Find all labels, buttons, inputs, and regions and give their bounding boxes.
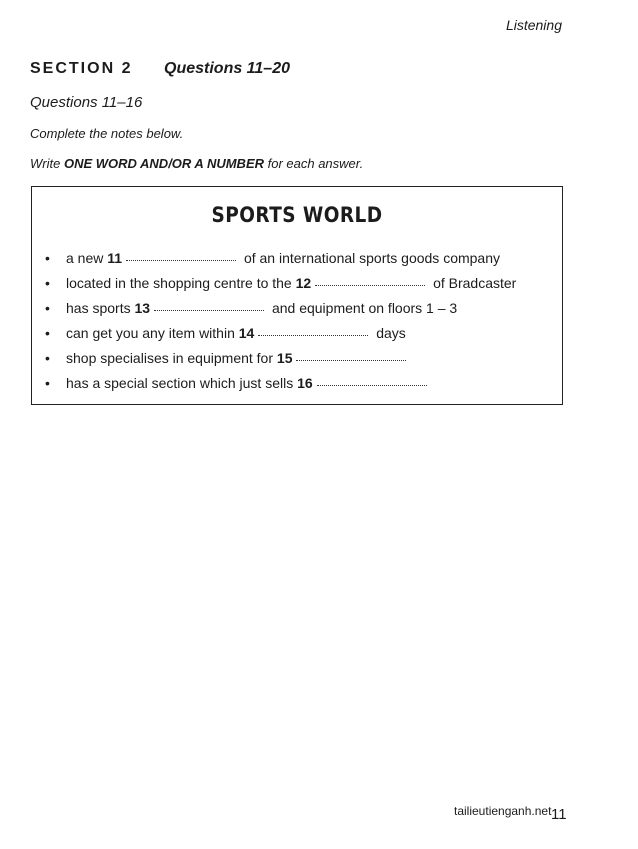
notes-list [32,248,562,398]
instruction-word-limit-bold: ONE WORD AND/OR A NUMBER [63,156,264,171]
note-text-after: of Bradcaster [429,275,517,291]
bullet-icon: • [45,350,50,366]
instruction-word-limit [30,156,363,171]
note-text-before: has a special section which just sells [66,375,298,391]
note-text-before: has sports [66,300,135,316]
bullet-icon: • [45,300,50,316]
bullet-icon: • [45,325,50,341]
footer-url: tailieutienganh.net [454,804,552,818]
note-text-after: and equipment on floors 1 – 3 [268,300,458,316]
question-number: 11 [107,250,123,266]
note-text-before: shop specialises in equipment for [66,350,277,366]
note-text-before: can get you any item within [66,325,239,341]
note-text-after: of an international sports goods company [240,250,500,266]
note-text-before: located in the shopping centre to the [66,275,296,291]
bullet-icon: • [45,375,50,391]
note-text-after: days [372,325,406,341]
answer-gap[interactable] [317,384,427,386]
bullet-icon: • [45,250,50,266]
answer-gap[interactable] [296,359,406,361]
instruction-complete-notes: Complete the notes below. [30,126,184,141]
page-number: 11 [551,806,567,823]
note-item [32,273,562,298]
note-item [32,298,562,323]
note-item [32,373,562,398]
note-text-before: a new [66,250,108,266]
notes-title: SPORTS WORLD [211,203,383,227]
answer-gap[interactable] [126,259,236,261]
question-number: 14 [238,325,255,341]
answer-gap[interactable] [258,334,368,336]
answer-gap[interactable] [154,309,264,311]
question-number: 15 [276,350,293,366]
question-number: 13 [134,300,151,316]
note-item [32,348,562,373]
note-item [32,323,562,348]
running-head: Listening [505,17,562,33]
bullet-icon: • [45,275,50,291]
questions-subheading: Questions 11–16 [30,94,143,111]
answer-gap[interactable] [315,284,425,286]
instruction-word-limit-after: for each answer. [264,156,364,171]
note-item [32,248,562,273]
question-number: 16 [297,375,313,391]
question-number: 12 [295,275,312,291]
section-questions: Questions 11–20 [164,60,290,77]
section-label: SECTION 2 [30,60,133,77]
instruction-word-limit-before: Write [30,156,64,171]
notes-box [31,186,563,405]
